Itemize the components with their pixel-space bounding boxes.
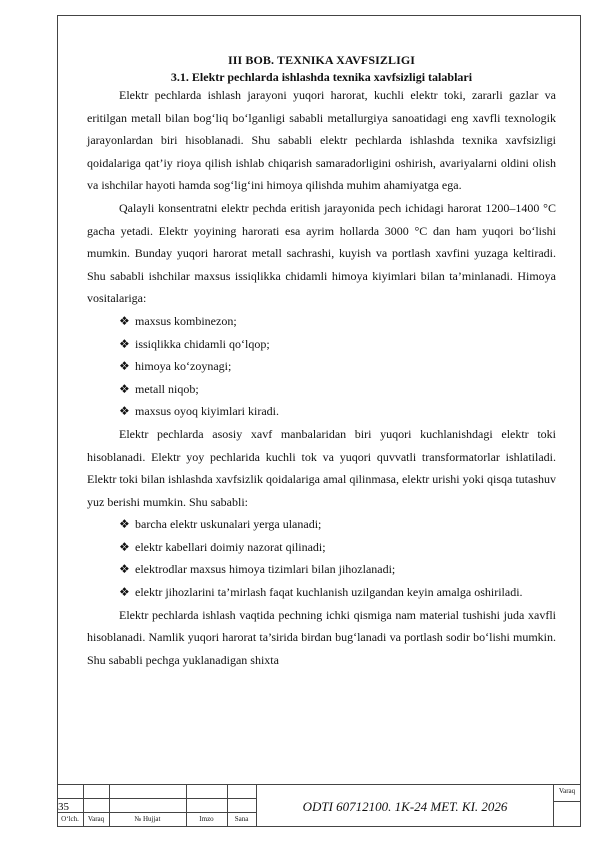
diamond-bullet-icon: ❖ <box>119 585 130 600</box>
sheet-label: Varaq <box>558 787 576 795</box>
paragraph-1: Elektr pechlarda ishlash jarayoni yuqori harorat, kuchli elektr toki, zararli gazlar va eritilgan metall bilan bog‘liq bo‘lganligi sababli metallurgiya sanoatidagi eng xavfli texnologik jarayonlardan biri hisoblanadi. Shu sababli elektr pechlarda ishlashda texnika xavfsizligi qoidalariga qat’iy rioya qilish ishlab chiqarish samaradorligini oshirish, avariyalarni oldini olish va ishchilar hayoti hamda sog‘lig‘ini himoya qilishda muhim ahamiyatga ega. <box>87 88 556 193</box>
chapter-heading: III BOB. TEXNIKA XAVFSIZLIGI <box>227 53 416 67</box>
list-item: ❖ elektr kabellari doimiy nazorat qilinadi; <box>119 536 556 559</box>
column-varaq: Varaq <box>87 815 105 823</box>
document-body <box>87 53 556 671</box>
title-block-stamp <box>57 784 581 827</box>
diamond-bullet-icon: ❖ <box>119 562 130 577</box>
protective-gear-list <box>87 310 556 423</box>
diamond-bullet-icon: ❖ <box>119 359 130 374</box>
section-heading: 3.1. Elektr pechlarda ishlashda texnika xavfsizligi talablari <box>170 70 473 84</box>
diamond-bullet-icon: ❖ <box>119 539 130 554</box>
document-code: ODTI 60712100. 1K-24 MET. KI. 2026 <box>302 799 508 814</box>
paragraph-3: Elektr pechlarda asosiy xavf manbalaridan biri yuqori kuchlanishdagi elektr toki hisoblanadi. Elektr yoy pechlarida kuchli tok va yuqori quvvatli transformatorlar ishlatiladi. Elektr toki bilan ishlashda xavfsizlik qoidalariga amal qilinmasa, elektr urishi yoki qisqa tutashuv yuz berishi mumkin. Shu sababli: <box>87 426 556 509</box>
electrical-safety-list <box>87 513 556 603</box>
diamond-bullet-icon: ❖ <box>119 517 130 532</box>
list-item: ❖ metall niqob; <box>119 378 556 401</box>
diamond-bullet-icon: ❖ <box>119 381 130 396</box>
column-hujjat: № Hujjat <box>134 815 161 823</box>
list-item: ❖ himoya ko‘zoynagi; <box>119 355 556 378</box>
diamond-bullet-icon: ❖ <box>119 404 130 419</box>
column-olch: O‘lch. <box>61 815 79 823</box>
page-number: 35 <box>58 801 69 813</box>
list-item: ❖ elektr jihozlarini ta’mirlash faqat kuchlanish uzilgandan keyin amalga oshiriladi. <box>119 581 556 604</box>
paragraph-4: Elektr pechlarda ishlash vaqtida pechning ichki qismiga nam material tushishi juda xavfli hisoblanadi. Namlik yuqori harorat ta’sirida birdan bug‘lanadi va portlash sodir bo‘lishi mumkin. Shu sababli pechga yuklanadigan shixta <box>87 607 556 667</box>
list-item: ❖ barcha elektr uskunalari yerga ulanadi; <box>119 513 556 536</box>
paragraph-2: Qalayli konsentratni elektr pechda eritish jarayonida pech ichidagi harorat 1200–1400 °C gacha yetadi. Elektr yoyining harorati esa ayrim hollarda 3000 °C dan ham yuqori bo‘lishi mumkin. Bunday yuqori harorat metall sachrashi, kuyish va portlash xavfini yuzaga keltiradi. Shu sababli ishchilar maxsus issiqlikka chidamli himoya kiyimlari bilan ta’minlanadi. Himoya vositalariga: <box>87 200 556 306</box>
list-item: ❖ maxsus oyoq kiyimlari kiradi. <box>119 400 556 423</box>
list-item: ❖ elektrodlar maxsus himoya tizimlari bilan jihozlanadi; <box>119 558 556 581</box>
list-item: ❖ issiqlikka chidamli qo‘lqop; <box>119 333 556 356</box>
list-item: ❖ maxsus kombinezon; <box>119 310 556 333</box>
column-imzo: Imzo <box>199 815 214 823</box>
column-sana: Sana <box>234 815 249 823</box>
diamond-bullet-icon: ❖ <box>119 336 130 351</box>
diamond-bullet-icon: ❖ <box>119 313 130 328</box>
